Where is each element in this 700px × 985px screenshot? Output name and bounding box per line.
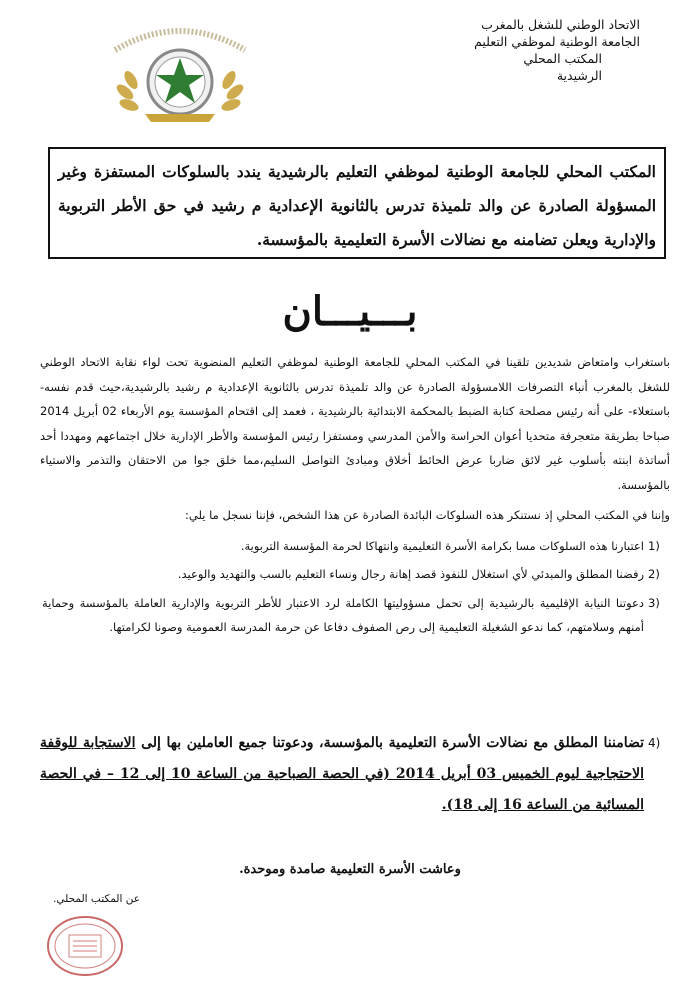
item-number: 1) bbox=[648, 538, 660, 553]
union-logo bbox=[95, 10, 265, 130]
title-wrap bbox=[0, 288, 700, 335]
item-number: 2) bbox=[648, 567, 660, 581]
signature-label: عن المكتب المحلي. bbox=[53, 893, 140, 905]
item-text: رفضنا المطلق والمبدئي لأي استغلال للنفوذ قصد إهانة رجال ونساء التعليم بالسب والتهديد والوعيد. bbox=[177, 567, 644, 581]
item-number: 3) bbox=[648, 595, 660, 610]
org-line-3: المكتب المحلي bbox=[523, 51, 602, 66]
org-line-4: الرشيدية bbox=[556, 68, 602, 83]
demands-list bbox=[40, 534, 670, 640]
list-item bbox=[40, 562, 670, 587]
item-text: دعوتنا النيابة الإقليمية بالرشيدية إلى تحمل مسؤوليتها الكاملة لرد الاعتبار للأطر التربوية والإدارية العاملة بالمؤسسة وحماية أمنهم وسلامتهم، كما ندعو الشغيلة التعليمية إلى رص الصفوف دفاعا عن حرمة المدرسة العمومية وصونا لكرامتها. bbox=[42, 595, 644, 634]
list-item bbox=[40, 591, 670, 640]
list-item bbox=[40, 534, 670, 559]
item-4-text bbox=[40, 728, 670, 821]
list-item-4 bbox=[40, 728, 670, 821]
item-text: اعتبارنا هذه السلوكات مسا بكرامة الأسرة التعليمية وانتهاكا لحرمة المؤسسة التربوية. bbox=[240, 538, 644, 553]
intro-paragraph: باستغراب وامتعاض شديدين تلقينا في المكتب المحلي للجامعة الوطنية لموظفي التعليم المنضوية تحت لواء نقابة الاتحاد الوطني للشغل بالمغرب أنباء التصرفات اللامسؤولة الصادرة عن والد تلميذة تدرس بالثانوية الإعدادية م رشيد بالرشيدية،حيث قدم نفسه- باستعلاء- على أنه رئيس مصلحة كتابة الضبط بالمحكمة الابتدائية بالرشيدية ، فعمد إلى اقتحام المؤسسة يوم الأربعاء 02 أبريل 2014 صباحا بطريقة متعجرفة متحديا أعوان الحراسة والأمن المدرسي ومستفزا رئيس المؤسسة والأطر الإدارية خلال اجتماعهم ومهددا أحد أساتذة ابنته بأسلوب غير لائق ضاربا عرض الحائط أخلاق ومبادئ التواصل السليم،مما خلق جوا من الاحتقان والتذمر والاستياء بالمؤسسة. bbox=[40, 355, 670, 492]
item-4-plain: تضامننا المطلق مع نضالات الأسرة التعليمية بالمؤسسة، ودعوتنا جميع العاملين بها إلى bbox=[141, 735, 645, 751]
org-line-2: الجامعة الوطنية لموظفي التعليم bbox=[474, 34, 640, 49]
office-stamp bbox=[45, 913, 125, 978]
headline-box: المكتب المحلي للجامعة الوطنية لموظفي التعليم بالرشيدية يندد بالسلوكات المستفزة وغير المسؤولة الصادرة عن والد تلميذة تدرس بالثانوية الإعدادية م رشيد في حق الأطر التربوية والإدارية ويعلن تضامنه مع نضالات الأسرة التعليمية بالمؤسسة. bbox=[48, 147, 666, 259]
organization-header bbox=[320, 16, 640, 84]
item-number: 4) bbox=[648, 736, 661, 750]
statement-title: بـــيـــان bbox=[282, 288, 418, 335]
item-4-underlined: الاستجابة للوقفة الاحتجاجية ليوم الخميس 03 أبريل 2014 (في الحصة الصباحية من الساعة 10 إلى 12 – في الحصة المسائية من الساعة 16 إلى 18). bbox=[40, 735, 644, 813]
closing-line: وعاشت الأسرة التعليمية صامدة وموحدة. bbox=[239, 862, 461, 877]
org-line-1: الاتحاد الوطني للشغل بالمغرب bbox=[481, 17, 640, 32]
lead-paragraph: وإننا في المكتب المحلي إذ نستنكر هذه السلوكات البائدة الصادرة عن هذا الشخص، فإننا نسجل ما يلي: bbox=[185, 508, 670, 522]
statement-body bbox=[40, 350, 670, 644]
